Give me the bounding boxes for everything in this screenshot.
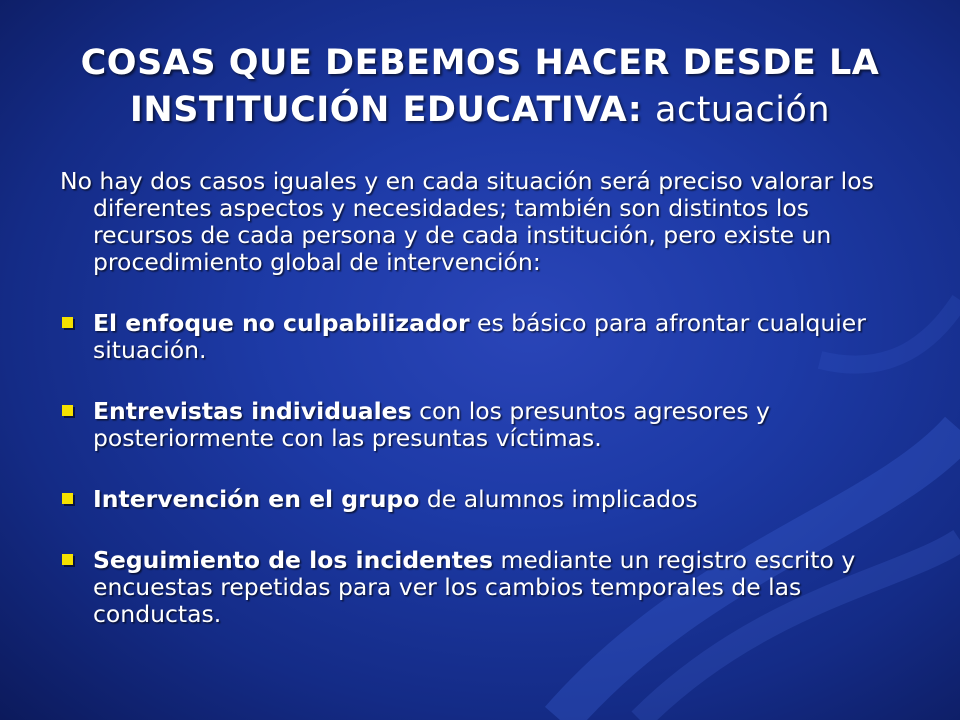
square-bullet-icon [62, 317, 73, 328]
intro-paragraph: No hay dos casos iguales y en cada situación será preciso valorar los diferentes aspectos y necesidades; también son distintos los recursos de cada persona y de cada institución, pero existe un procedimiento global de intervención: [60, 167, 874, 276]
square-bullet-icon [62, 493, 73, 504]
item-bold-text: Entrevistas individuales [93, 397, 412, 425]
list-item [60, 310, 910, 364]
list-item [60, 486, 910, 513]
list-item [60, 398, 910, 452]
slide-body [60, 168, 910, 628]
item-text: de alumnos implicados [419, 485, 698, 513]
list-item [60, 547, 910, 628]
title-bold-text: COSAS QUE DEBEMOS HACER DESDE LA INSTITUCIÓN EDUCATIVA: [80, 43, 880, 130]
item-bold-text: Seguimiento de los incidentes [93, 546, 493, 574]
item-text: es básico para afrontar cualquier situación. [93, 309, 866, 364]
item-text: con los presuntos agresores y posteriormente con las presuntas víctimas. [93, 397, 770, 452]
bullet-list [60, 310, 910, 628]
title-light-word: actuación [655, 90, 831, 130]
item-bold-text: Intervención en el grupo [93, 485, 420, 513]
square-bullet-icon [62, 554, 73, 565]
item-bold-text: El enfoque no culpabilizador [93, 309, 470, 337]
item-text: mediante un registro escrito y encuestas repetidas para ver los cambios temporales de las conductas. [93, 546, 856, 628]
square-bullet-icon [62, 405, 73, 416]
slide-title [40, 40, 920, 134]
